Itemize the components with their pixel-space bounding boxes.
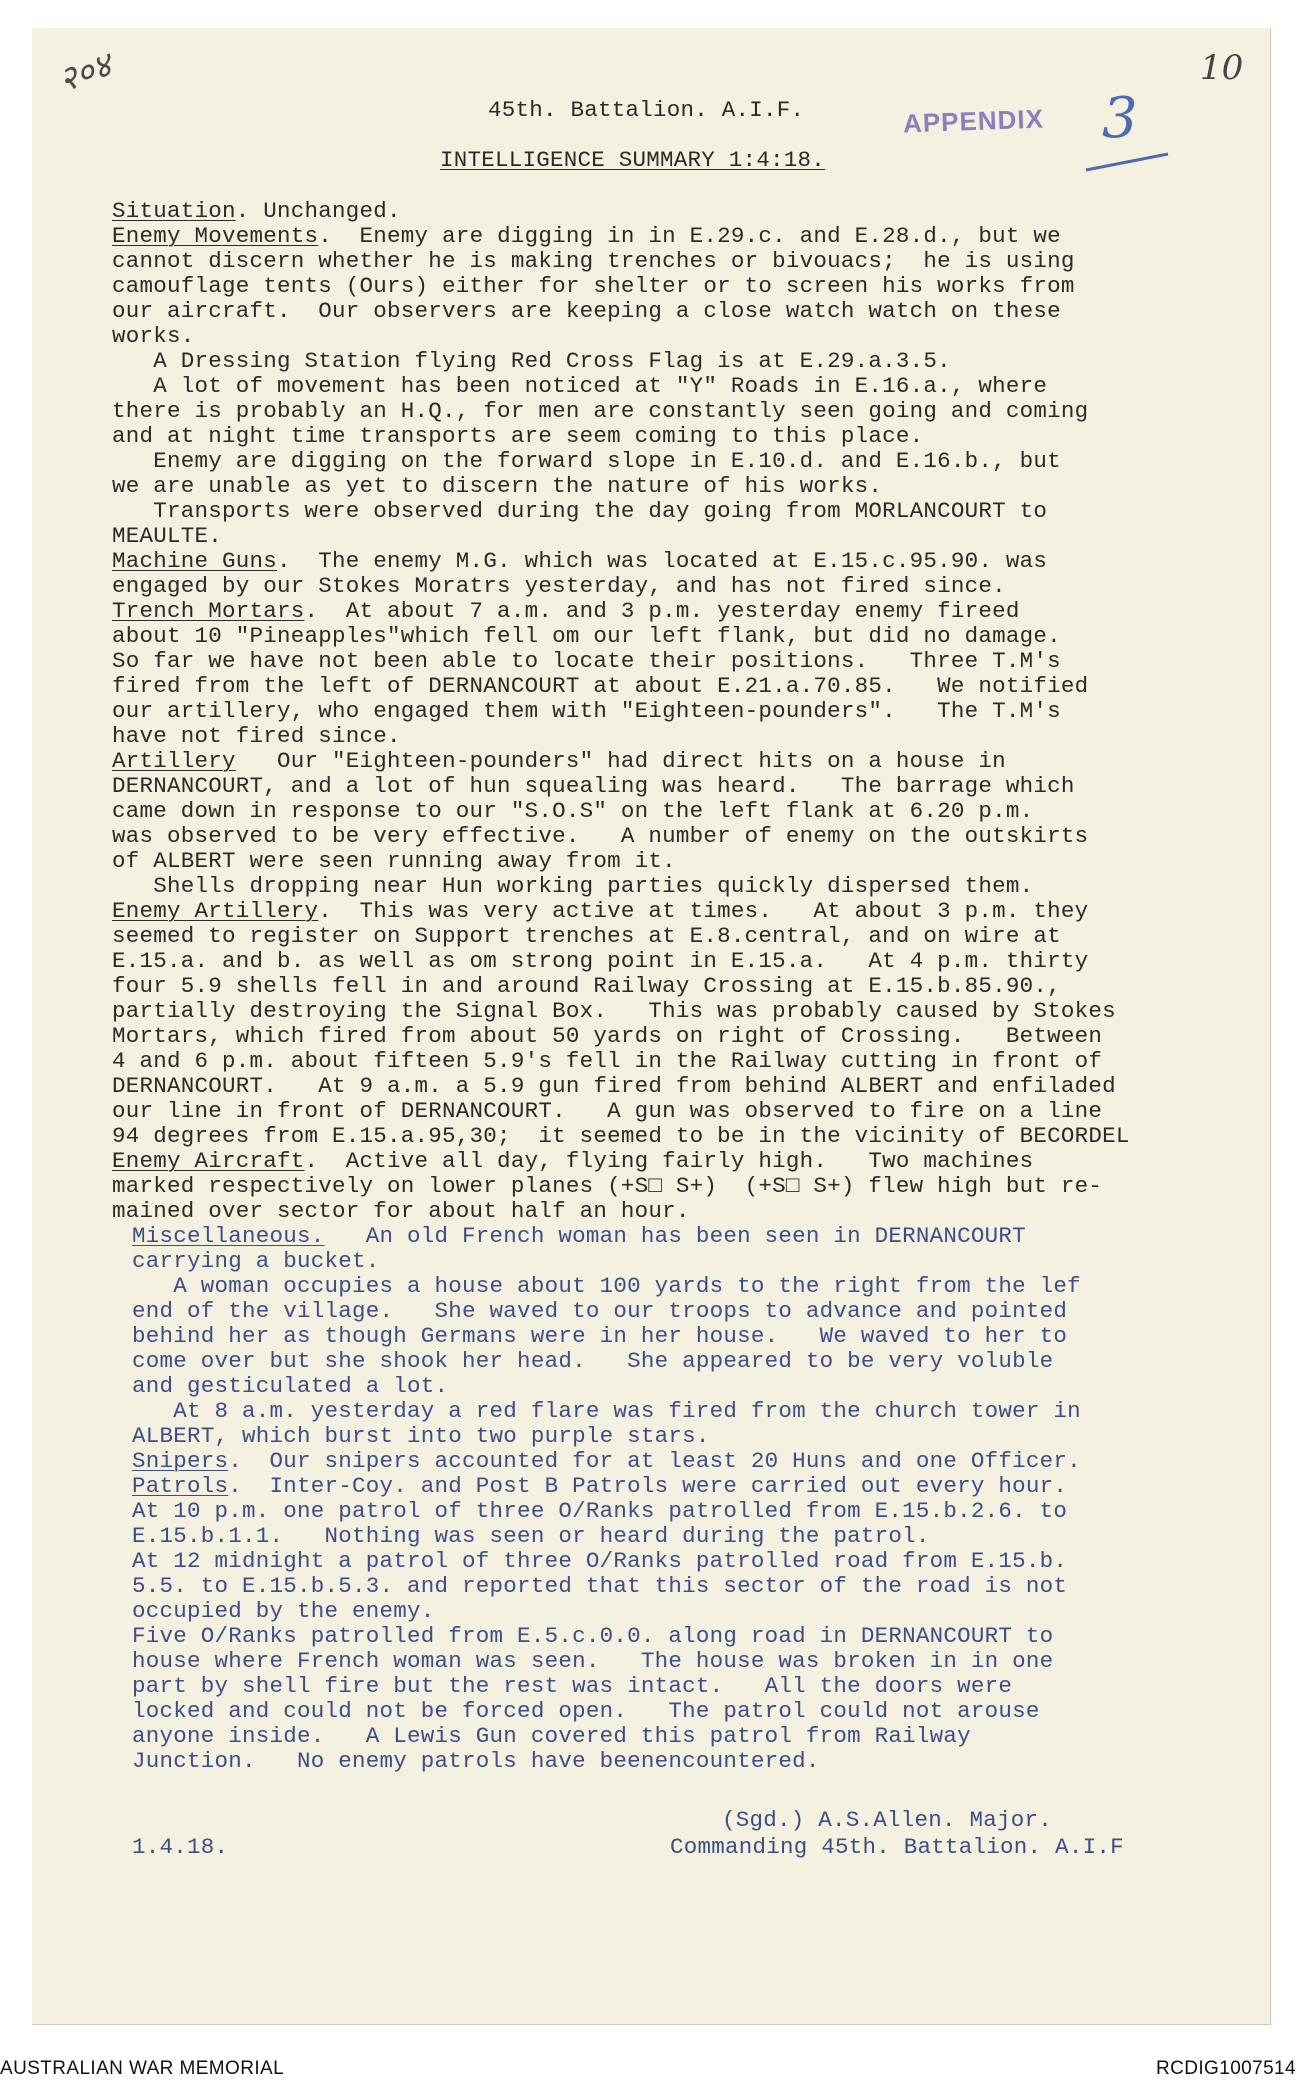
section-heading: Machine Guns [112,548,278,574]
body-line: was observed to be very effective. A number of enemy on the outskirts [112,823,1089,849]
body-line: came down in response to our "S.O.S" on the left flank at 6.20 p.m. [112,798,1034,824]
body-line: Artillery Our "Eighteen-pounders" had direct hits on a house in [112,748,1006,774]
body-line: mained over sector for about half an hour. [112,1198,690,1224]
body-line: occupied by the enemy. [132,1598,435,1624]
body-line: Patrols. Inter-Coy. and Post B Patrols were carried out every hour. [132,1473,1068,1499]
body-line: Miscellaneous. An old French woman has been seen in DERNANCOURT [132,1223,1026,1249]
archive-footer [0,2052,1310,2082]
body-line: At 12 midnight a patrol of three O/Ranks patrolled road from E.15.b. [132,1548,1068,1574]
document-title: INTELLIGENCE SUMMARY 1:4:18. [440,147,826,173]
body-line: E.15.a. and b. as well as om strong point in E.15.a. At 4 p.m. thirty [112,948,1089,974]
body-line: and gesticulated a lot. [132,1373,449,1399]
body-line: fired from the left of DERNANCOURT at about E.21.a.70.85. We notified [112,673,1089,699]
section-heading: Miscellaneous. [132,1223,325,1249]
body-line: cannot discern whether he is making trenches or bivouacs; he is using [112,248,1075,274]
section-heading: Enemy Aircraft [112,1148,305,1174]
appendix-stamp: APPENDIX [902,103,1045,139]
body-line: Mortars, which fired from about 50 yards on right of Crossing. Between [112,1023,1103,1049]
footer-reference-id: RCDIG1007514 [1156,2058,1296,2079]
body-line: about 10 "Pineapples"which fell om our left flank, but did no damage. [112,623,1061,649]
signature-name: (Sgd.) A.S.Allen. Major. [722,1807,1053,1833]
body-line: camouflage tents (Ours) either for shelter or to screen his works from [112,273,1075,299]
section-heading: Artillery [112,748,236,774]
body-line: engaged by our Stokes Moratrs yesterday, and has not fired since. [112,573,1006,599]
handwritten-annotation: २०४ [53,45,117,101]
body-line: A lot of movement has been noticed at "Y" Roads in E.16.a., where [112,373,1048,399]
body-line: Junction. No enemy patrols have beenencountered. [132,1748,820,1774]
body-line: and at night time transports are seem coming to this place. [112,423,924,449]
body-line: Enemy Artillery. This was very active at times. At about 3 p.m. they [112,898,1089,924]
body-line: end of the village. She waved to our troops to advance and pointed [132,1298,1068,1324]
section-heading: Enemy Movements [112,223,319,249]
body-line: partially destroying the Signal Box. This was probably caused by Stokes [112,998,1116,1024]
body-line: we are unable as yet to discern the nature of his works. [112,473,883,499]
body-line: So far we have not been able to locate their positions. Three T.M's [112,648,1061,674]
body-line: Enemy are digging on the forward slope in E.10.d. and E.16.b., but [112,448,1061,474]
body-line: Five O/Ranks patrolled from E.5.c.0.0. along road in DERNANCOURT to [132,1623,1054,1649]
body-line: E.15.b.1.1. Nothing was seen or heard during the patrol. [132,1523,930,1549]
body-line: Enemy Movements. Enemy are digging in in E.29.c. and E.28.d., but we [112,223,1061,249]
body-line: At 10 p.m. one patrol of three O/Ranks patrolled from E.15.b.2.6. to [132,1498,1068,1524]
section-heading: Situation [112,198,236,224]
section-heading: Trench Mortars [112,598,305,624]
body-line: works. [112,323,195,349]
body-line: A woman occupies a house about 100 yards to the right from the lef [132,1273,1081,1299]
body-line: Machine Guns. The enemy M.G. which was located at E.15.c.95.90. was [112,548,1048,574]
section-heading: Enemy Artillery [112,898,319,924]
body-line: Trench Mortars. At about 7 a.m. and 3 p.m. yesterday enemy fireed [112,598,1020,624]
body-line: Enemy Aircraft. Active all day, flying fairly high. Two machines [112,1148,1034,1174]
body-line: seemed to register on Support trenches at E.8.central, and on wire at [112,923,1061,949]
body-line: At 8 a.m. yesterday a red flare was fired from the church tower in [132,1398,1081,1424]
body-line: our aircraft. Our observers are keeping a close watch watch on these [112,298,1061,324]
footer-institution: AUSTRALIAN WAR MEMORIAL [0,2058,285,2079]
body-line: of ALBERT were seen running away from it. [112,848,676,874]
body-line: house where French woman was seen. The house was broken in in one [132,1648,1054,1674]
body-line: our artillery, who engaged them with "Eighteen-pounders". The T.M's [112,698,1061,724]
body-line: behind her as though Germans were in her house. We waved to her to [132,1323,1068,1349]
body-line: part by shell fire but the rest was intact. All the doors were [132,1673,1013,1699]
body-line: there is probably an H.Q., for men are constantly seen going and coming [112,398,1089,424]
body-line: four 5.9 shells fell in and around Railway Crossing at E.15.b.85.90., [112,973,1061,999]
unit-heading: 45th. Battalion. A.I.F. [488,97,805,123]
body-line: A Dressing Station flying Red Cross Flag is at E.29.a.3.5. [112,348,951,374]
pen-stroke [1082,150,1172,174]
body-line: 4 and 6 p.m. about fifteen 5.9's fell in the Railway cutting in front of [112,1048,1103,1074]
body-line: ALBERT, which burst into two purple stars. [132,1423,710,1449]
handwritten-page-number: 10 [1200,48,1244,88]
signature-title: Commanding 45th. Battalion. A.I.F [670,1834,1124,1860]
document-date: 1.4.18. [132,1834,229,1860]
body-line: locked and could not be forced open. The patrol could not arouse [132,1698,1040,1724]
body-line: our line in front of DERNANCOURT. A gun was observed to fire on a line [112,1098,1103,1124]
body-line: Snipers. Our snipers accounted for at least 20 Huns and one Officer. [132,1448,1081,1474]
body-line: MEAULTE. [112,523,223,549]
body-line: come over but she shook her head. She appeared to be very voluble [132,1348,1054,1374]
appendix-number: 3 [1102,86,1138,151]
body-line: anyone inside. A Lewis Gun covered this patrol from Railway [132,1723,971,1749]
body-line: marked respectively on lower planes (+S□ S+) (+S□ S+) flew high but re- [112,1173,1103,1199]
body-line: Transports were observed during the day going from MORLANCOURT to [112,498,1048,524]
section-heading: Patrols [132,1473,229,1499]
body-line: DERNANCOURT. At 9 a.m. a 5.9 gun fired from behind ALBERT and enfiladed [112,1073,1116,1099]
section-heading: Snipers [132,1448,229,1474]
body-line: 5.5. to E.15.b.5.3. and reported that this sector of the road is not [132,1573,1068,1599]
body-line: Shells dropping near Hun working parties quickly dispersed them. [112,873,1034,899]
body-line: DERNANCOURT, and a lot of hun squealing was heard. The barrage which [112,773,1075,799]
body-line: carrying a bucket. [132,1248,380,1274]
body-line: Situation. Unchanged. [112,198,401,224]
body-line: have not fired since. [112,723,401,749]
body-line: 94 degrees from E.15.a.95,30; it seemed to be in the vicinity of BECORDEL [112,1123,1130,1149]
